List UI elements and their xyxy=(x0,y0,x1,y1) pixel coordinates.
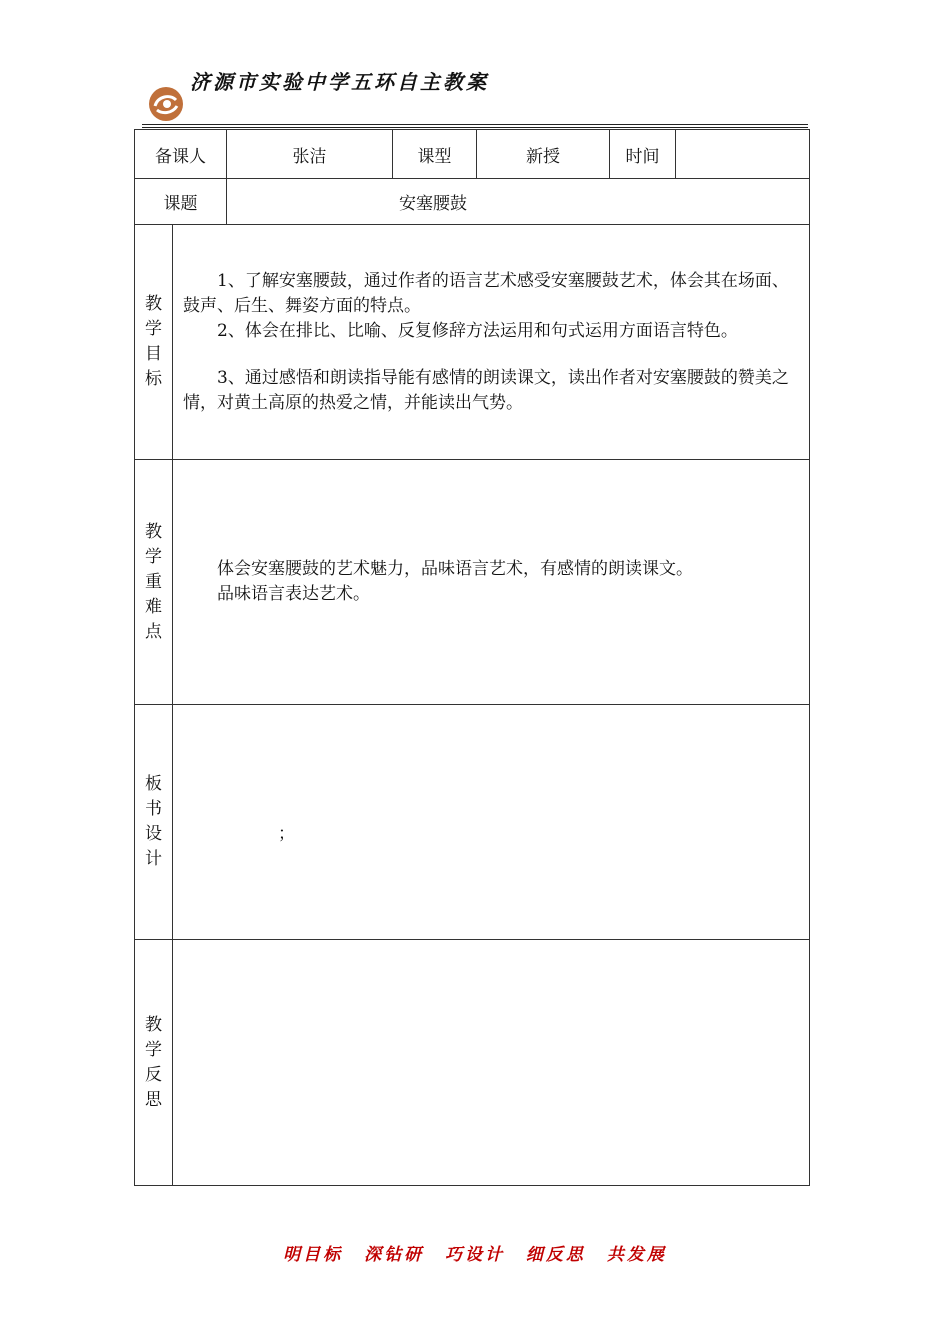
objective-item: 2、体会在排比、比喻、反复修辞方法运用和句式运用方面语言特色。 xyxy=(217,320,738,341)
time-value xyxy=(676,130,810,179)
board-design-text: ； xyxy=(278,823,295,844)
topic-label: 课题 xyxy=(135,179,227,225)
header-rule-double xyxy=(142,127,808,128)
objectives-row xyxy=(135,225,810,460)
lesson-plan-table xyxy=(134,129,810,1186)
board-design-label-char: 计 xyxy=(145,849,162,869)
key-points-row xyxy=(135,460,810,705)
lesson-type-label: 课型 xyxy=(393,130,477,179)
topic-value-cell xyxy=(227,179,810,225)
board-design-label-char: 板 xyxy=(145,774,162,794)
objectives-content xyxy=(173,225,810,460)
preparer-value: 张洁 xyxy=(227,130,393,179)
board-design-label xyxy=(135,705,173,940)
board-design-content xyxy=(173,705,810,940)
reflection-label-char: 学 xyxy=(145,1039,162,1060)
header-rule xyxy=(142,124,808,125)
preparer-label: 备课人 xyxy=(135,130,227,179)
objectives-label-char: 教 xyxy=(145,294,162,314)
reflection-content xyxy=(173,940,810,1186)
footer-motto: 明目标 深钻研 巧设计 细反思 共发展 xyxy=(283,1245,667,1265)
reflection-label-char: 思 xyxy=(145,1089,162,1110)
topic-value: 安塞腰鼓 xyxy=(399,194,467,214)
school-title: 济源市实验中学五环自主教案 xyxy=(190,70,489,94)
reflection-label-char: 反 xyxy=(145,1064,162,1085)
board-design-row xyxy=(135,705,810,940)
objectives-label-char: 学 xyxy=(145,319,162,339)
key-points-label-char: 难 xyxy=(145,596,162,617)
board-design-label-char: 书 xyxy=(145,799,162,819)
topic-row xyxy=(135,179,810,225)
objective-item: 1、了解安塞腰鼓，通过作者的语言艺术感受安塞腰鼓艺术，体会其在场面、鼓声、后生、舞姿方面的特点。 xyxy=(183,270,789,316)
objectives-label-char: 标 xyxy=(145,369,162,389)
key-points-label xyxy=(135,460,173,705)
school-logo-icon xyxy=(148,86,184,122)
objectives-label-char: 目 xyxy=(145,344,162,364)
key-points-label-char: 学 xyxy=(145,546,162,567)
reflection-label-char: 教 xyxy=(145,1014,162,1035)
reflection-label xyxy=(135,940,173,1186)
key-points-content xyxy=(173,460,810,705)
key-point-item: 品味语言表达艺术。 xyxy=(217,584,370,604)
key-points-label-char: 重 xyxy=(145,571,162,592)
objective-item: 3、通过感悟和朗读指导能有感情的朗读课文，读出作者对安塞腰鼓的赞美之情，对黄土高原的热爱之情，并能读出气势。 xyxy=(183,367,789,413)
board-design-label-char: 设 xyxy=(145,824,162,844)
objectives-label xyxy=(135,225,173,460)
key-points-label-char: 教 xyxy=(145,521,162,542)
time-label: 时间 xyxy=(610,130,676,179)
info-row xyxy=(135,130,810,179)
key-point-item: 体会安塞腰鼓的艺术魅力，品味语言艺术，有感情的朗读课文。 xyxy=(217,559,693,579)
lesson-type-value: 新授 xyxy=(477,130,610,179)
reflection-row xyxy=(135,940,810,1186)
key-points-label-char: 点 xyxy=(145,621,162,642)
